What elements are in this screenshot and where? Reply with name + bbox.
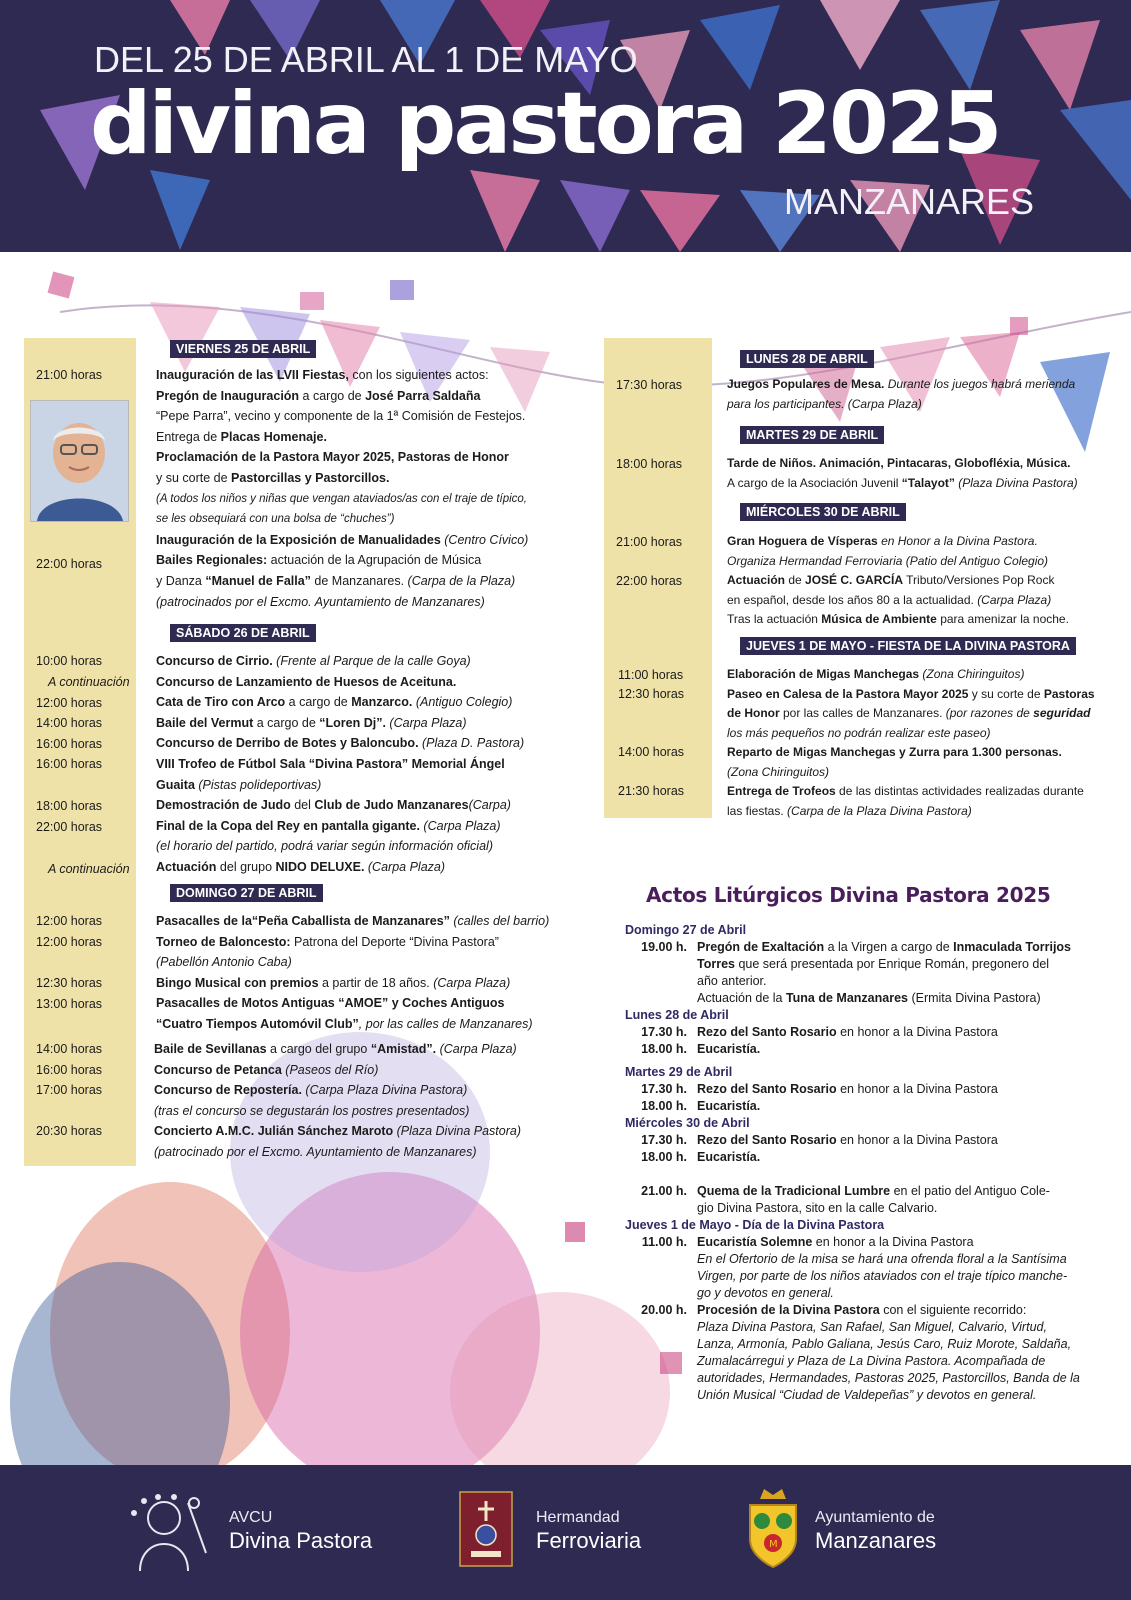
liturgy-row: 18.00 h. Eucaristía. [641, 1042, 761, 1056]
liturgy-schedule [625, 922, 1080, 1404]
liturgy-row: Actuación de la Tuna de Manzanares (Ermita Divina Pastora) [697, 991, 1041, 1005]
event-line: los más pequeños no podrán realizar este paseo) [727, 725, 991, 740]
time-label: 12:00 horas [36, 935, 103, 949]
event-line: (Zona Chiringuitos) [727, 764, 830, 779]
domingo-events [156, 911, 549, 1035]
liturgy-row: 17.30 h. Rezo del Santo Rosario en honor a la Divina Pastora [641, 1133, 998, 1147]
event-line: VIII Trofeo de Fútbol Sala “Divina Pastora” Memorial Ángel [156, 756, 505, 771]
time-label: 17:00 horas [36, 1083, 103, 1097]
liturgy-row: En el Ofertorio de la misa se hará una ofrenda floral a la Santísima [697, 1252, 1067, 1266]
event-line: Actuación de JOSÉ C. GARCÍA Tributo/Versiones Pop Rock [727, 573, 1055, 587]
time-label: 21:00 horas [36, 368, 103, 382]
sponsor-avcu [229, 1508, 372, 1554]
martes-events [727, 454, 1078, 493]
time-label: A continuación [48, 862, 130, 876]
svg-text:M: M [769, 1539, 778, 1550]
sabado-events [156, 651, 524, 878]
event-line: se les obsequiará con una bolsa de “chuches”) [156, 513, 395, 526]
event-line: A cargo de la Asociación Juvenil “Talayot” (Plaza Divina Pastora) [727, 475, 1078, 490]
event-line: (tras el concurso se degustarán los postres presentados) [154, 1103, 470, 1118]
event-line: Pasacalles de Motos Antiguas “AMOE” y Coches Antiguos [156, 996, 505, 1011]
event-line: Paseo en Calesa de la Pastora Mayor 2025 y su corte de Pastoras [727, 686, 1095, 701]
event-line: Demostración de Judo del Club de Judo Manzanares(Carpa) [156, 798, 511, 813]
time-label: 20:30 horas [36, 1124, 103, 1138]
hermandad-shield-icon [459, 1491, 513, 1567]
sponsor-label-top: Hermandad [536, 1509, 620, 1526]
time-label: 21:30 horas [618, 784, 685, 798]
liturgy-row: 18.00 h. Eucaristía. [641, 1099, 761, 1113]
event-line: “Pepe Parra”, vecino y componente de la 1ª Comisión de Festejos. [156, 409, 526, 424]
event-line: (Pabellón Antonio Caba) [156, 955, 292, 970]
event-line: Inauguración de las LVII Fiestas, con los siguientes actos: [156, 368, 489, 382]
liturgy-row: gio Divina Pastora, sito en la calle Calvario. [697, 1201, 938, 1215]
event-line: (patrocinados por el Excmo. Ayuntamiento de Manzanares) [156, 594, 485, 609]
liturgy-row: 20.00 h. Procesión de la Divina Pastora con el siguiente recorrido: [641, 1303, 1027, 1317]
event-line: de Honor por las calles de Manzanares. (por razones de seguridad [727, 706, 1091, 720]
sponsor-hermandad [536, 1508, 641, 1554]
day-header-lunes: LUNES 28 DE ABRIL [740, 350, 874, 368]
liturgy-row: autoridades, Hermandades, Pastoras 2025, Pastorcillos, Banda de la [697, 1371, 1080, 1385]
event-line: Bailes Regionales: actuación de la Agrupación de Música [156, 553, 482, 568]
liturgy-row: Unión Musical “Ciudad de Valdepeñas” y devotos en general. [697, 1388, 1037, 1402]
time-label: A continuación [48, 675, 130, 689]
event-line: Inauguración de la Exposición de Manualidades (Centro Cívico) [156, 532, 529, 547]
liturgy-day: Miércoles 30 de Abril [625, 1116, 750, 1130]
event-line: Pregón de Inauguración a cargo de José Parra Saldaña [156, 388, 481, 403]
event-line: y su corte de Pastorcillas y Pastorcillos. [156, 470, 390, 485]
footer-sponsors [0, 1465, 1131, 1600]
event-line: Cata de Tiro con Arco a cargo de Manzarco. (Antiguo Colegio) [156, 695, 513, 710]
liturgy-day: Lunes 28 de Abril [625, 1008, 729, 1022]
domingo-events-2 [154, 1039, 521, 1163]
event-line: Actuación del grupo NIDO DELUXE. (Carpa Plaza) [156, 859, 446, 874]
date-range: DEL 25 DE ABRIL AL 1 DE MAYO [94, 39, 638, 80]
event-line: Entrega de Placas Homenaje. [156, 429, 327, 444]
event-line: Pasacalles de la“Peña Caballista de Manzanares” (calles del barrio) [156, 914, 550, 928]
event-line: Gran Hoguera de Vísperas en Honor a la Divina Pastora. [727, 534, 1038, 548]
event-line: Reparto de Migas Manchegas y Zurra para 1.300 personas. [727, 745, 1062, 759]
sponsor-label-main: Manzanares [815, 1528, 937, 1553]
event-line: Torneo de Baloncesto: Patrona del Deporte “Divina Pastora” [156, 934, 499, 949]
time-label: 16:00 horas [36, 1063, 103, 1077]
event-line: Guaita (Pistas polideportivas) [156, 777, 322, 792]
day-header-jueves: JUEVES 1 DE MAYO - FIESTA DE LA DIVINA PASTORA [740, 637, 1076, 655]
sponsor-label-main: Ferroviaria [536, 1528, 642, 1553]
event-line: Juegos Populares de Mesa. Durante los juegos habrá merienda [727, 377, 1076, 391]
liturgy-row: 21.00 h. Quema de la Tradicional Lumbre en el patio del Antiguo Cole- [641, 1184, 1050, 1198]
event-line: Concurso de Petanca (Paseos del Río) [154, 1062, 379, 1077]
event-line: (patrocinado por el Excmo. Ayuntamiento de Manzanares) [154, 1144, 477, 1159]
liturgy-row: año anterior. [697, 974, 767, 988]
time-label: 18:00 horas [616, 457, 683, 471]
time-label: 18:00 horas [36, 799, 103, 813]
liturgy-row: 17.30 h. Rezo del Santo Rosario en honor a la Divina Pastora [641, 1082, 998, 1096]
header-banner [0, 0, 1131, 252]
event-line: Concurso de Cirrio. (Frente al Parque de la calle Goya) [156, 654, 471, 668]
liturgy-row: 11.00 h. Eucaristía Solemne en honor a la Divina Pastora [641, 1235, 974, 1249]
event-line: Tarde de Niños. Animación, Pintacaras, Globofléxia, Música. [727, 456, 1071, 470]
event-line: Baile del Vermut a cargo de “Loren Dj”. (Carpa Plaza) [156, 715, 467, 730]
event-line: Elaboración de Migas Manchegas (Zona Chiringuitos) [727, 667, 1025, 681]
manzanares-coat-of-arms-icon [740, 1487, 806, 1571]
event-line: para los participantes. (Carpa Plaza) [727, 396, 922, 411]
time-label: 12:00 horas [36, 696, 103, 710]
time-label: 14:00 horas [36, 716, 103, 730]
event-line: Tras la actuación Música de Ambiente para amenizar la noche. [727, 612, 1069, 626]
event-line: (A todos los niños y niñas que vengan ataviados/as con el traje de típico, [156, 492, 527, 505]
event-line: (el horario del partido, podrá variar según información oficial) [156, 839, 493, 854]
liturgy-row: Torres que será presentada por Enrique Román, pregonero del [697, 957, 1050, 971]
speaker-photo [30, 400, 129, 522]
liturgy-row: Virgen, por parte de los niños ataviados con el traje típico manche- [697, 1269, 1068, 1283]
viernes-events [156, 365, 528, 612]
day-header-viernes: VIERNES 25 DE ABRIL [170, 340, 316, 358]
miercoles-events [727, 532, 1069, 630]
time-label: 16:00 horas [36, 757, 103, 771]
jueves-events [727, 665, 1095, 821]
time-label: 22:00 horas [36, 557, 103, 571]
time-label: 12:30 horas [618, 687, 685, 701]
liturgy-day: Jueves 1 de Mayo - Día de la Divina Pastora [625, 1218, 885, 1232]
liturgy-day: Martes 29 de Abril [625, 1065, 733, 1079]
time-label: 21:00 horas [616, 535, 683, 549]
event-line: en español, desde los años 80 a la actualidad. (Carpa Plaza) [727, 592, 1052, 607]
time-label: 16:00 horas [36, 737, 103, 751]
time-label: 22:00 horas [616, 574, 683, 588]
lunes-events [727, 375, 1075, 414]
event-line: Entrega de Trofeos de las distintas actividades realizadas durante [727, 784, 1084, 798]
liturgy-row: Plaza Divina Pastora, San Rafael, San Miguel, Calvario, Virtud, [697, 1320, 1047, 1334]
day-header-miercoles: MIÉRCOLES 30 DE ABRIL [740, 503, 906, 521]
event-line: Concurso de Derribo de Botes y Baloncubo. (Plaza D. Pastora) [156, 736, 525, 751]
day-header-sabado: SÁBADO 26 DE ABRIL [170, 624, 316, 642]
liturgy-row: 18.00 h. Eucaristía. [641, 1150, 761, 1164]
event-line: Organiza Hermandad Ferroviaria (Patio del Antiguo Colegio) [727, 553, 1049, 568]
liturgy-title: Actos Litúrgicos Divina Pastora 2025 [646, 883, 1051, 907]
festival-title: divina pastora 2025 [90, 74, 1000, 174]
virgin-pastora-icon [124, 1493, 214, 1573]
event-line: “Cuatro Tiempos Automóvil Club”, por las calles de Manzanares) [156, 1016, 533, 1031]
sponsor-label-main: Divina Pastora [229, 1528, 373, 1553]
town-name: MANZANARES [784, 181, 1035, 222]
time-label: 14:00 horas [36, 1042, 103, 1056]
time-label: 12:30 horas [36, 976, 103, 990]
liturgy-row: go y devotos en general. [697, 1286, 834, 1300]
sponsor-label-top: AVCU [229, 1509, 273, 1526]
time-label: 12:00 horas [36, 914, 103, 928]
time-label: 22:00 horas [36, 820, 103, 834]
time-label: 14:00 horas [618, 745, 685, 759]
event-line: Concierto A.M.C. Julián Sánchez Maroto (Plaza Divina Pastora) [154, 1124, 521, 1139]
day-header-martes: MARTES 29 DE ABRIL [740, 426, 884, 444]
liturgy-day: Domingo 27 de Abril [625, 923, 747, 937]
time-label: 10:00 horas [36, 654, 103, 668]
event-line: Proclamación de la Pastora Mayor 2025, Pastoras de Honor [156, 450, 509, 465]
time-label: 11:00 horas [618, 668, 684, 682]
event-line: Bingo Musical con premios a partir de 18 años. (Carpa Plaza) [156, 975, 511, 990]
event-line: Concurso de Repostería. (Carpa Plaza Divina Pastora) [154, 1083, 468, 1098]
event-line: las fiestas. (Carpa de la Plaza Divina Pastora) [727, 803, 972, 818]
event-line: Concurso de Lanzamiento de Huesos de Aceituna. [156, 674, 457, 689]
event-line: Final de la Copa del Rey en pantalla gigante. (Carpa Plaza) [156, 818, 501, 833]
event-line: Baile de Sevillanas a cargo del grupo “Amistad”. (Carpa Plaza) [154, 1042, 517, 1056]
time-label: 17:30 horas [616, 378, 683, 392]
day-header-domingo: DOMINGO 27 DE ABRIL [170, 884, 323, 902]
time-label: 13:00 horas [36, 997, 103, 1011]
sponsor-label-top: Ayuntamiento de [815, 1509, 935, 1526]
liturgy-row: Lanza, Armonía, Pablo Galiana, Jesús Caro, Ruiz Morote, Saldaña, [697, 1337, 1072, 1351]
liturgy-row: Zumalacárregui y Plaza de La Divina Pastora. Acompañada de [697, 1354, 1046, 1368]
sponsor-ayuntamiento [815, 1508, 936, 1554]
liturgy-row: 19.00 h. Pregón de Exaltación a la Virgen a cargo de Inmaculada Torrijos [641, 940, 1072, 954]
event-line: y Danza “Manuel de Falla” de Manzanares. (Carpa de la Plaza) [156, 573, 516, 588]
liturgy-row: 17.30 h. Rezo del Santo Rosario en honor a la Divina Pastora [641, 1025, 998, 1039]
